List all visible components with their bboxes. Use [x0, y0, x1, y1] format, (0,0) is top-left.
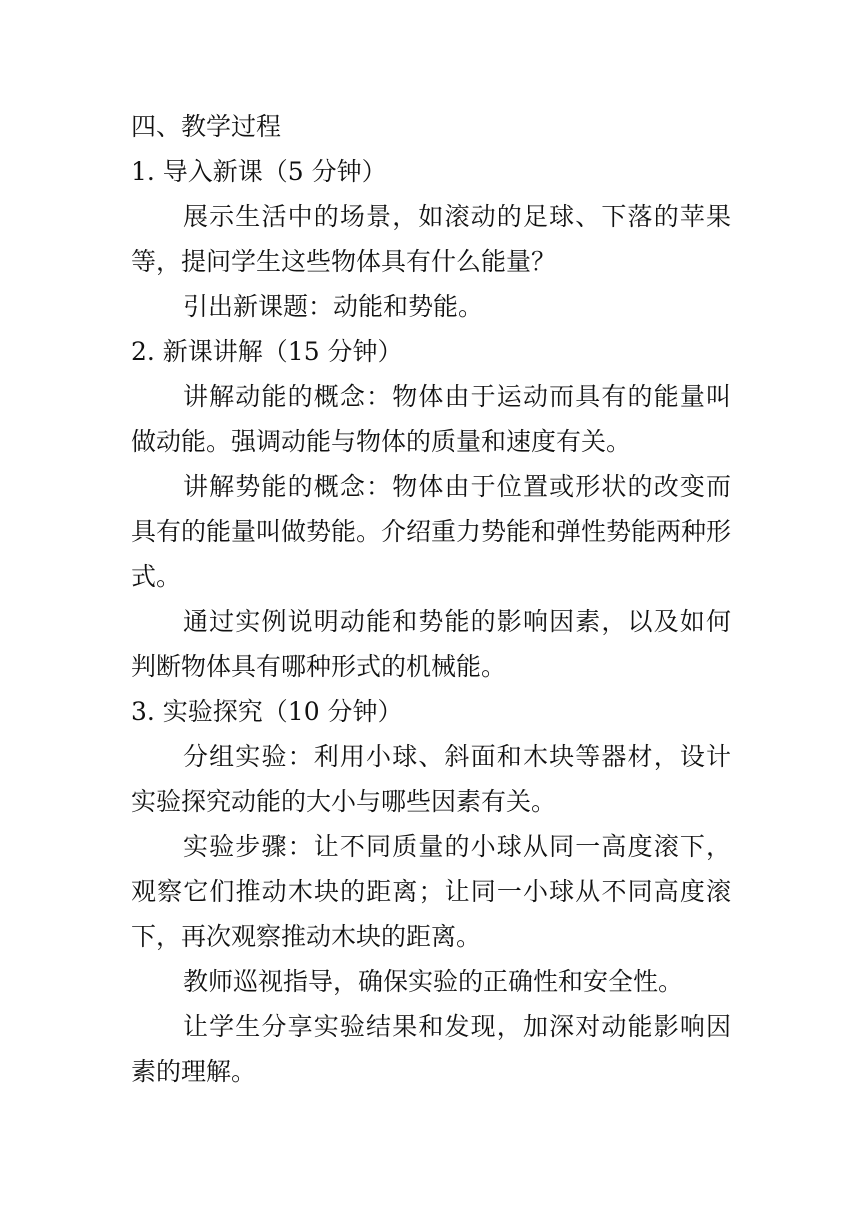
- paragraph: 引出新课题：动能和势能。: [183, 292, 484, 321]
- paragraph: 实验步骤：让不同质量的小球从同一高度滚下，观察它们推动木块的距离；让同一小球从不同高度滚下，再次观察推动木块的距离。: [131, 832, 731, 951]
- section-title-lecture: 2. 新课讲解（15 分钟）: [131, 337, 403, 366]
- paragraph: 展示生活中的场景，如滚动的足球、下落的苹果等，提问学生这些物体具有什么能量？: [131, 202, 731, 276]
- paragraph: 讲解动能的概念：物体由于运动而具有的能量叫做动能。强调动能与物体的质量和速度有关。: [131, 382, 731, 456]
- section-title-experiment: 3. 实验探究（10 分钟）: [131, 697, 403, 726]
- section-title-intro: 1. 导入新课（5 分钟）: [131, 157, 387, 186]
- paragraph: 讲解势能的概念：物体由于位置或形状的改变而具有的能量叫做势能。介绍重力势能和弹性势能两种形式。: [131, 472, 732, 591]
- paragraph: 分组实验：利用小球、斜面和木块等器材，设计实验探究动能的大小与哪些因素有关。: [131, 742, 731, 816]
- paragraph: 让学生分享实验结果和发现，加深对动能影响因素的理解。: [131, 1012, 731, 1086]
- paragraph: 教师巡视指导，确保实验的正确性和安全性。: [183, 967, 684, 996]
- document-page: [131, 104, 731, 1094]
- paragraph: 通过实例说明动能和势能的影响因素，以及如何判断物体具有哪种形式的机械能。: [131, 607, 731, 681]
- section-heading: 四、教学过程: [131, 112, 282, 141]
